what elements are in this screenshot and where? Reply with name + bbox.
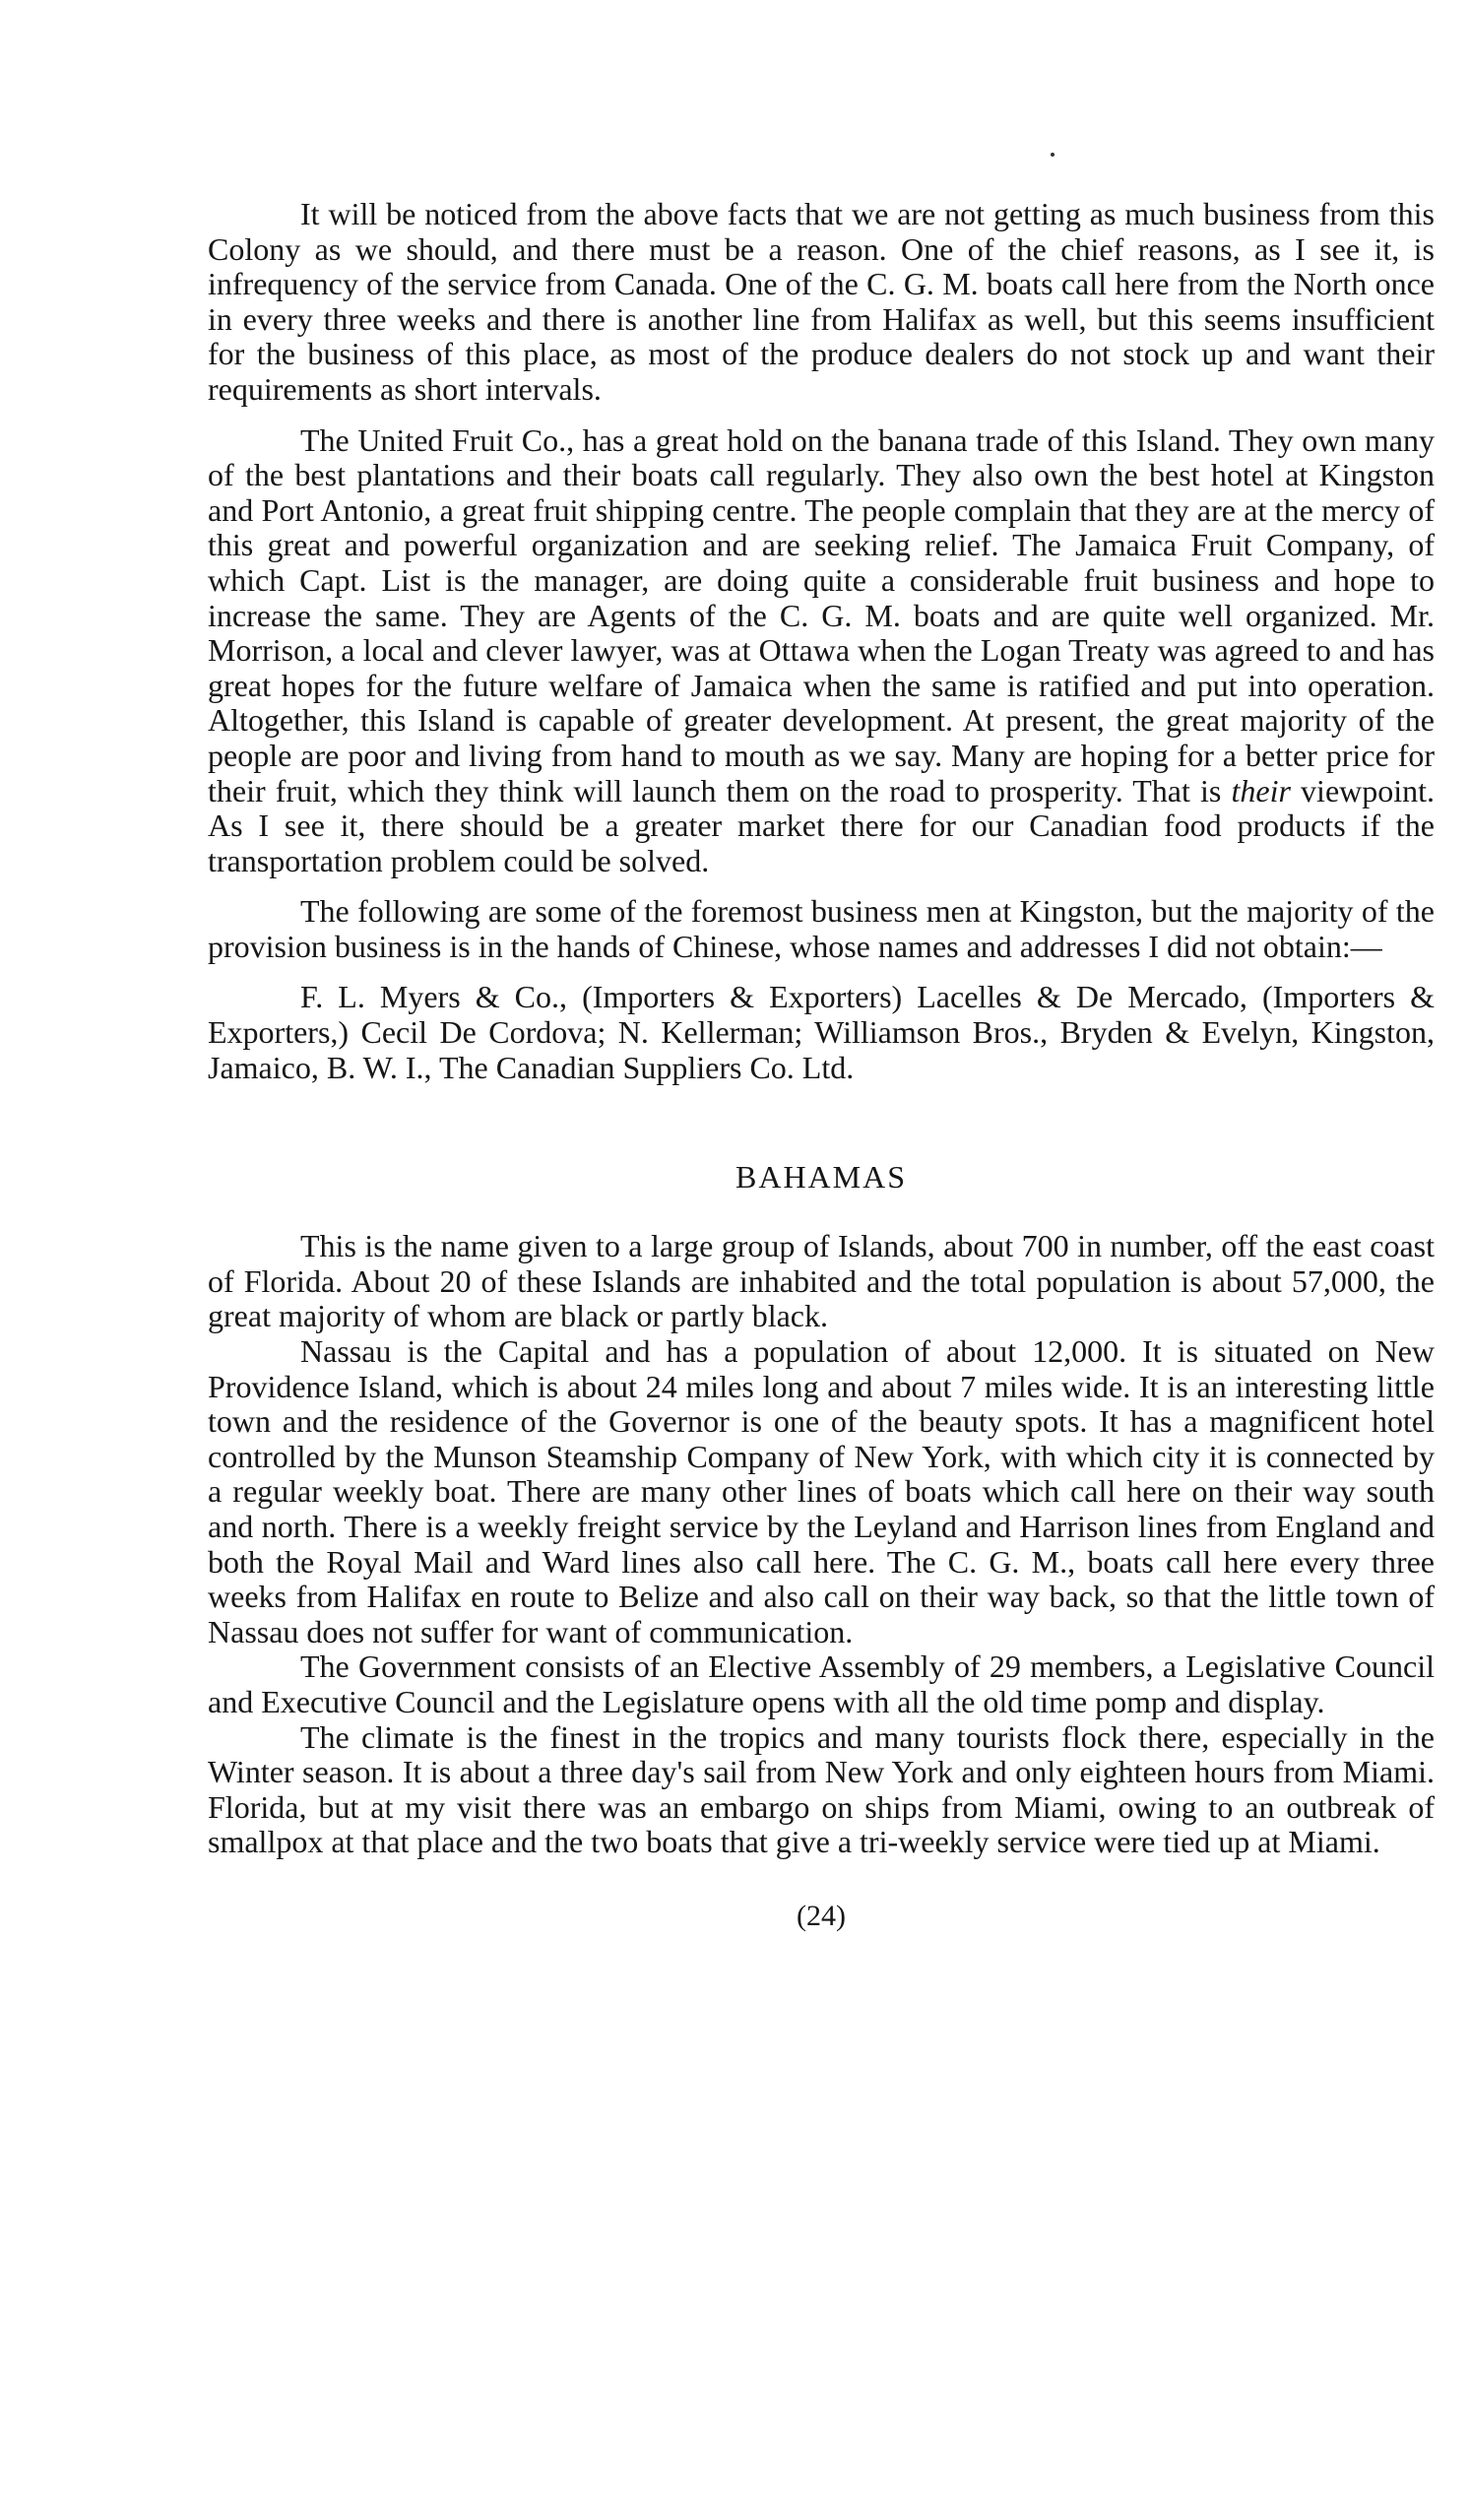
paragraph-firm-list: F. L. Myers & Co., (Importers & Exporters) Lacelles & De Mercado, (Importers & Exporters,) Cecil De Cordova; N. Kellerman; Williamson Bros., Bryden & Evelyn, Kingston, Jamaico, B. W. I., The Canadian Suppliers Co. Ltd. (208, 979, 1435, 1085)
paragraph-united-fruit-text: The United Fruit Co., has a great hold on the banana trade of this Island. They own many of the best plantations and their boats call regularly. They also own the best hotel at Kingston and Port Antonio, a great fruit shipping centre. The people complain that they are at the mercy of this great and powerful organization and are seeking relief. The Jamaica Fruit Company, of which Capt. List is the manager, are doing quite a considerable fruit business and hope to increase the same. They are Agents of the C. G. M. boats and are quite well organized. Mr. Morrison, a local and clever lawyer, was at Ottawa when the Logan Treaty was agreed to and has great hopes for the future welfare of Jamaica when the same is ratified and put into operation. Altogether, this Island is capable of greater development. At present, the great majority of the people are poor and living from hand to mouth as we say. Many are hoping for a better price for their fruit, which they think will launch them on the road to prosperity. That is (208, 421, 1435, 808)
paragraph-colony-business: It will be noticed from the above facts that we are not getting as much business from this Colony as we should, and there must be a reason. One of the chief reasons, as I see it, is infrequency of the service from Canada. One of the C. G. M. boats call here from the North once in every three weeks and there is another line from Halifax as well, but this seems insufficient for the business of this place, as most of the produce dealers do not stock up and want their requirements as short intervals. (208, 196, 1435, 407)
stray-mark (1051, 153, 1055, 157)
paragraph-climate: The climate is the finest in the tropics and many tourists flock there, especially in the Winter season. It is about a three day's sail from New York and only eighteen hours from Miami. Florida, but at my visit there was an embargo on ships from Miami, owing to an outbreak of smallpox at that place and the two boats that give a tri-weekly service were tied up at Miami. (208, 1718, 1435, 1860)
document-page (208, 197, 1435, 1933)
paragraph-united-fruit-end: viewpoint. As I see it, there should be a greater market there for our Canadian food products if the transportation problem could be solved. (208, 772, 1436, 878)
paragraph-bahamas-intro: This is the name given to a large group of Islands, about 700 in number, off the east coast of Florida. About 20 of these Islands are inhabited and the total population is about 57,000, the great majority of whom are black or partly black. (208, 1228, 1435, 1334)
page-number: (24) (797, 1899, 846, 1932)
italic-their: their (1231, 772, 1291, 808)
paragraph-united-fruit (208, 423, 1435, 879)
paragraph-government: The Government consists of an Elective Assembly of 29 members, a Legislative Council and Executive Council and the Legislature opens with all the old time pomp and display. (208, 1648, 1435, 1719)
paragraph-business-men: The following are some of the foremost business men at Kingston, but the majority of the provision business is in the hands of Chinese, whose names and addresses I did not obtain:— (208, 893, 1435, 964)
section-heading-bahamas: BAHAMAS (735, 1159, 908, 1195)
bahamas-section (208, 1229, 1435, 1860)
paragraph-nassau: Nassau is the Capital and has a population of about 12,000. It is situated on New Providence Island, which is about 24 miles long and about 7 miles wide. It is an interesting little town and the residence of the Governor is one of the beauty spots. It has a magnificent hotel controlled by the Munson Steamship Company of New York, with which city it is connected by a regular weekly boat. There are many other lines of boats which call here on their way south and north. There is a weekly freight service by the Leyland and Harrison lines from England and both the Royal Mail and Ward lines also call here. The C. G. M., boats call here every three weeks from Halifax en route to Belize and also call on their way back, so that the little town of Nassau does not suffer for want of communication. (208, 1333, 1435, 1649)
